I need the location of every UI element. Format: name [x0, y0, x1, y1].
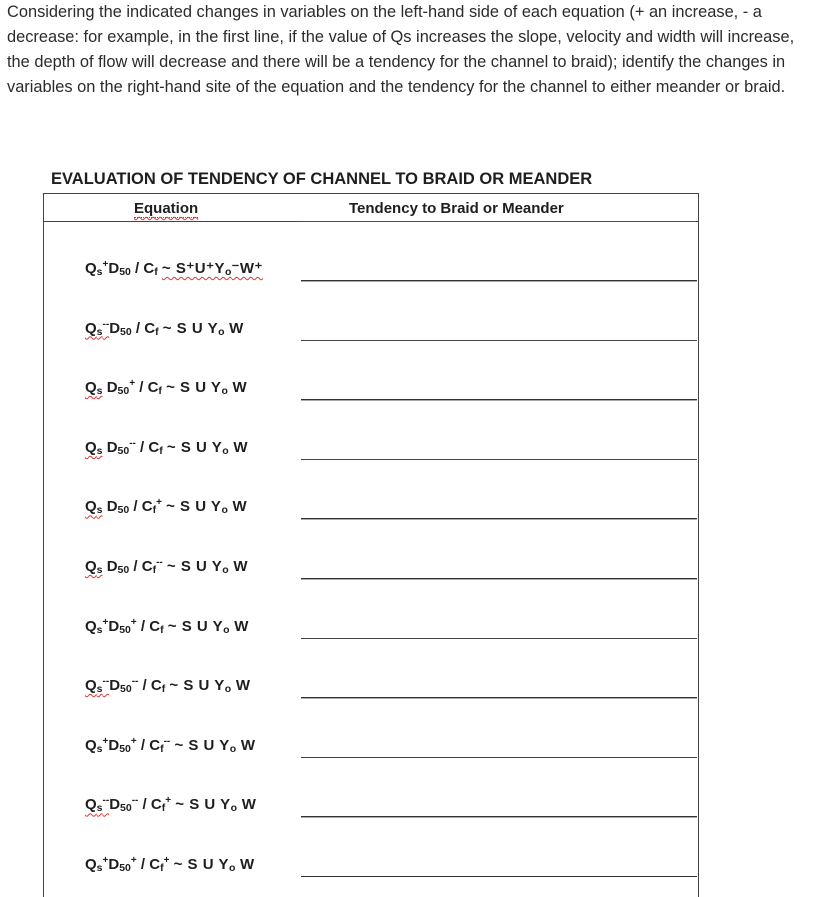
- qs-symbol: Q: [85, 558, 97, 575]
- rhs-subscript: o: [229, 742, 237, 755]
- rhs-tail: W: [235, 856, 255, 873]
- cf-symbol: C: [150, 796, 162, 814]
- equation-row: $Q_s$ $D_{50} / C_f^+$ ~ S U $Y_o$ W: [85, 497, 248, 517]
- qs-superscript: +: [102, 735, 109, 747]
- table-title: EVALUATION OF TENDENCY OF CHANNEL TO BRAID OR MEANDER: [51, 170, 593, 188]
- cf-symbol: C: [141, 558, 153, 575]
- cell-separator: [301, 757, 697, 758]
- rhs-tail: W: [228, 558, 249, 575]
- equation-row: $Q_s^{--}D_{50} / C_f$ ~ S U $Y_o$ W: [85, 318, 244, 338]
- equation-row: $Q_s^+D_{50} / C_f$ ~ $S^+U^+Y_o^-W^+$: [85, 259, 263, 278]
- cf-subscript: f: [161, 802, 166, 815]
- cf-subscript: f: [161, 683, 166, 696]
- cf-superscript: --: [156, 557, 163, 568]
- cf-subscript: f: [152, 504, 157, 517]
- d50-superscript: --: [129, 437, 136, 449]
- rhs-variables: ~ S U Y: [175, 796, 231, 814]
- qs-term: [85, 558, 103, 575]
- d50-superscript: +: [129, 378, 136, 390]
- qs-symbol: Q: [85, 319, 97, 337]
- cell-separator: [301, 281, 697, 282]
- rhs-tail: W: [224, 319, 244, 337]
- rhs-variables: ~ S U Y: [166, 498, 222, 516]
- qs-superscript: --: [102, 795, 110, 807]
- qs-subscript: s: [96, 802, 103, 815]
- rhs-tail: W: [229, 617, 249, 635]
- cf-symbol: C: [150, 677, 162, 695]
- rhs-term: [167, 439, 248, 456]
- column-header-tendency: Tendency to Braid or Meander: [349, 200, 564, 217]
- qs-symbol: Q: [85, 498, 97, 516]
- qs-symbol: Q: [85, 677, 97, 695]
- rhs-term: [175, 796, 256, 813]
- d50-subscript: 50: [117, 564, 130, 576]
- d50-symbol: D: [109, 796, 121, 814]
- rhs-variables: ~ S⁺U⁺Y: [161, 260, 226, 277]
- qs-subscript: s: [96, 683, 103, 696]
- cell-separator: [301, 221, 697, 222]
- d50-symbol: D: [108, 260, 120, 277]
- instructions-paragraph: Considering the indicated changes in variables on the left-hand side of each equation (+ an increase, - a decrease: for example, in the first line, if the value of Qs increases the slope, velocity and width will increase, the depth of flow will decrease and there will be a tendency for the channel to braid); identify the changes in variables on the right-hand site of the equation and the tendency for the channel to either meander or braid.: [7, 3, 795, 96]
- equation-row: $Q_s^+D_{50}^+ / C_f$ ~ S U $Y_o$ W: [85, 616, 249, 636]
- d50-symbol: D: [106, 438, 118, 456]
- d50-subscript: 50: [120, 802, 132, 815]
- qs-symbol: Q: [85, 617, 97, 635]
- rhs-term: [166, 379, 247, 396]
- d50-superscript: --: [131, 676, 139, 688]
- equation-row: $Q_s^{--}D_{50}^{--} / C_f$ ~ S U $Y_o$ W: [85, 676, 251, 696]
- equation-row: $Q_s$ $D_{50}^{--} / C_f$ ~ S U $Y_o$ W: [85, 437, 249, 457]
- d50-subscript: 50: [119, 742, 131, 755]
- rhs-tail: W: [237, 796, 257, 814]
- cf-symbol: C: [144, 319, 156, 337]
- qs-superscript: +: [102, 616, 109, 628]
- rhs-tail: ⁻W⁺: [231, 260, 263, 277]
- d50-subscript: 50: [120, 325, 132, 338]
- d50-subscript: 50: [119, 623, 131, 636]
- rhs-subscript: o: [222, 564, 229, 576]
- qs-term: [85, 260, 108, 277]
- rhs-subscript: o: [221, 504, 228, 517]
- cf-superscript: +: [163, 855, 170, 866]
- d50-symbol: D: [109, 319, 121, 337]
- equation-row: $Q_s^+D_{50}^+ / C_f^{--}$ ~ S U $Y_o$ W: [85, 735, 256, 755]
- equation-row: $Q_s^+D_{50}^+ / C_f^+$ ~ S U $Y_o$ W: [85, 855, 255, 874]
- qs-term: [85, 618, 108, 635]
- cell-separator: [301, 579, 697, 580]
- qs-symbol: Q: [85, 736, 97, 754]
- cell-separator: [301, 519, 697, 520]
- qs-superscript: +: [102, 855, 109, 866]
- cf-superscript: +: [156, 497, 162, 509]
- d50-subscript: 50: [117, 504, 130, 517]
- qs-subscript: s: [96, 862, 103, 874]
- cell-separator: [301, 817, 697, 818]
- d50-superscript: +: [130, 616, 137, 628]
- equation-row: $Q_s$ $D_{50} / C_f^{--}$ ~ S U $Y_o$ W: [85, 557, 249, 576]
- qs-subscript: s: [96, 385, 103, 398]
- qs-subscript: s: [96, 504, 103, 517]
- qs-symbol: Q: [85, 438, 97, 456]
- qs-subscript: s: [96, 325, 103, 338]
- qs-subscript: s: [96, 444, 103, 457]
- cf-symbol: C: [148, 438, 160, 456]
- qs-superscript: +: [102, 259, 109, 270]
- rhs-subscript: o: [221, 385, 228, 398]
- d50-symbol: D: [106, 498, 118, 516]
- rhs-term: [163, 320, 244, 337]
- cf-symbol: C: [141, 498, 153, 516]
- qs-symbol: Q: [85, 260, 97, 277]
- qs-term: [85, 379, 103, 396]
- d50-superscript: +: [130, 855, 137, 866]
- qs-term: [85, 856, 108, 873]
- rhs-tail: W: [228, 438, 249, 456]
- d50-subscript: 50: [117, 385, 130, 398]
- cell-separator: [301, 340, 697, 341]
- rhs-tail: W: [231, 677, 251, 695]
- d50-symbol: D: [108, 736, 120, 754]
- d50-symbol: D: [106, 379, 118, 397]
- qs-subscript: s: [96, 266, 103, 278]
- d50-symbol: D: [106, 558, 118, 575]
- rhs-subscript: o: [230, 802, 238, 815]
- rhs-subscript: o: [223, 623, 230, 636]
- cf-superscript: +: [165, 795, 172, 807]
- cell-separator: [301, 638, 697, 639]
- rhs-subscript: o: [225, 266, 232, 278]
- cf-subscript: f: [154, 266, 158, 278]
- cf-symbol: C: [149, 736, 161, 754]
- d50-superscript: +: [130, 735, 137, 747]
- equation-row: $Q_s$ $D_{50}^+ / C_f$ ~ S U $Y_o$ W: [85, 378, 248, 398]
- rhs-tail: W: [227, 379, 248, 397]
- rhs-tail: W: [227, 498, 248, 516]
- rhs-term: [174, 737, 255, 754]
- qs-subscript: s: [96, 742, 103, 755]
- rhs-subscript: o: [228, 862, 236, 874]
- d50-subscript: 50: [119, 862, 131, 874]
- rhs-variables: ~ S U Y: [173, 856, 229, 873]
- qs-term: [85, 439, 103, 456]
- d50-subscript: 50: [119, 266, 131, 278]
- cell-separator: [301, 400, 697, 401]
- d50-symbol: D: [108, 856, 120, 873]
- qs-term: [85, 498, 103, 515]
- d50-subscript: 50: [120, 683, 132, 696]
- rhs-term: [174, 856, 255, 873]
- rhs-term: [167, 558, 248, 575]
- rhs-variables: ~ S U Y: [166, 438, 223, 456]
- rhs-term: [169, 677, 250, 694]
- qs-term: [85, 737, 108, 754]
- answer-blank-line[interactable]: [301, 876, 697, 877]
- rhs-variables: ~ S U Y: [166, 379, 222, 397]
- cf-subscript: f: [158, 385, 162, 398]
- qs-term: [85, 320, 109, 337]
- cf-subscript: f: [160, 623, 164, 636]
- qs-term: [85, 796, 109, 813]
- cf-symbol: C: [149, 856, 161, 873]
- qs-subscript: s: [96, 623, 103, 636]
- rhs-variables: ~ S U Y: [169, 677, 225, 695]
- cf-symbol: C: [149, 617, 161, 635]
- qs-symbol: Q: [85, 796, 97, 814]
- rhs-variables: ~ S U Y: [162, 319, 219, 337]
- cf-symbol: C: [143, 260, 155, 277]
- rhs-subscript: o: [224, 683, 232, 696]
- cf-superscript: --: [163, 735, 171, 747]
- cf-subscript: f: [159, 444, 163, 457]
- rhs-subscript: o: [222, 444, 229, 457]
- cf-subscript: f: [152, 564, 157, 576]
- d50-subscript: 50: [117, 444, 130, 457]
- rhs-term: [166, 498, 247, 515]
- cell-separator: [301, 459, 697, 460]
- cf-subscript: f: [160, 742, 164, 755]
- d50-symbol: D: [109, 677, 121, 695]
- qs-term: [85, 677, 109, 694]
- cf-subscript: f: [155, 325, 159, 338]
- qs-symbol: Q: [85, 379, 97, 397]
- cf-subscript: f: [160, 862, 164, 874]
- rhs-subscript: o: [218, 325, 225, 338]
- column-header-equation: Equation: [134, 200, 199, 217]
- qs-subscript: s: [96, 564, 103, 576]
- d50-symbol: D: [108, 617, 120, 635]
- qs-symbol: Q: [85, 856, 97, 873]
- equation-row: $Q_s^{--}D_{50}^{--} / C_f^+$ ~ S U $Y_o$ W: [85, 795, 257, 815]
- rhs-variables: ~ S U Y: [166, 558, 223, 575]
- d50-superscript: --: [131, 795, 139, 807]
- qs-superscript: --: [102, 318, 110, 330]
- rhs-tail: W: [236, 736, 256, 754]
- rhs-term: [168, 618, 249, 635]
- cell-separator: [301, 698, 697, 699]
- table-frame: [43, 193, 699, 897]
- rhs-variables: ~ S U Y: [167, 617, 224, 635]
- rhs-term: [162, 260, 263, 277]
- qs-superscript: --: [102, 676, 110, 688]
- cf-symbol: C: [147, 379, 159, 397]
- rhs-variables: ~ S U Y: [174, 736, 230, 754]
